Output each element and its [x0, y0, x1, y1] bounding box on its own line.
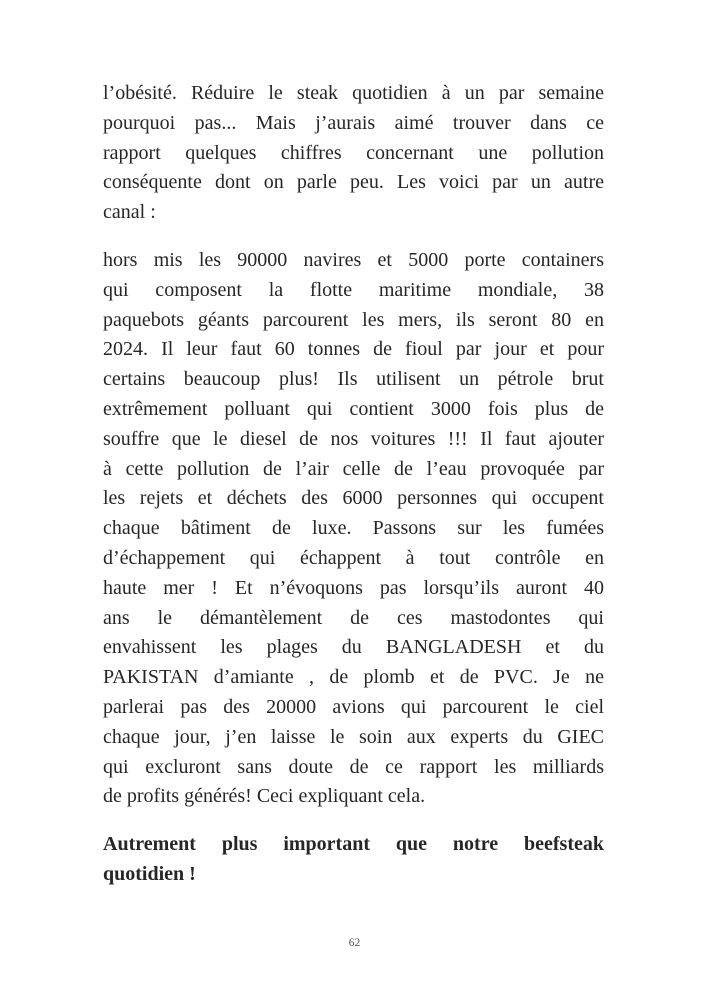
text-line: hors mis les 90000 navires et 5000 porte containers — [103, 248, 604, 271]
paragraph — [103, 246, 604, 812]
text-line: paquebots géants parcourent les mers, ils seront 80 en — [103, 308, 604, 331]
text-line: de profits générés! Ceci expliquant cela. — [103, 785, 426, 808]
text-line: envahissent les plages du BANGLADESH et du — [103, 636, 604, 659]
text-line: qui excluront sans doute de ce rapport les milliards — [103, 755, 604, 778]
text-line: parlerai pas des 20000 avions qui parcourent le ciel — [103, 695, 604, 718]
text-line: chaque jour, j’en laisse le soin aux experts du GIEC — [103, 725, 604, 748]
text-line: chaque bâtiment de luxe. Passons sur les fumées — [103, 517, 604, 540]
text-line: ans le démantèlement de ces mastodontes qui — [103, 606, 604, 629]
text-line: haute mer ! Et n’évoquons pas lorsqu’ils auront 40 — [103, 576, 604, 599]
text-line: qui composent la flotte maritime mondiale, 38 — [103, 278, 604, 301]
text-line: souffre que le diesel de nos voitures !!! Il faut ajouter — [103, 427, 604, 450]
text-line: certains beaucoup plus! Ils utilisent un pétrole brut — [103, 368, 604, 391]
text-line: conséquente dont on parle peu. Les voici par un autre — [103, 171, 604, 194]
text-line: PAKISTAN d’amiante , de plomb et de PVC. Je ne — [103, 666, 604, 689]
text-column — [103, 79, 604, 908]
text-line: Autrement plus important que notre beefsteak — [103, 833, 604, 856]
text-line: 2024. Il leur faut 60 tonnes de fioul par jour et pour — [103, 338, 604, 361]
paragraph-emphasis — [103, 830, 604, 890]
text-line: les rejets et déchets des 6000 personnes qui occupent — [103, 487, 604, 510]
page-number: 62 — [348, 937, 361, 949]
text-line: l’obésité. Réduire le steak quotidien à un par semaine — [103, 82, 604, 104]
text-line: pourquoi pas... Mais j’aurais aimé trouver dans ce — [103, 111, 604, 134]
text-line: à cette pollution de l’air celle de l’eau provoquée par — [103, 457, 604, 480]
text-line: rapport quelques chiffres concernant une pollution — [103, 141, 604, 164]
text-line: d’échappement qui échappent à tout contrôle en — [103, 546, 604, 569]
text-line: extrêmement polluant qui contient 3000 fois plus de — [103, 397, 604, 420]
paragraph — [103, 79, 604, 228]
text-line: quotidien ! — [103, 862, 196, 885]
text-line: canal : — [103, 201, 156, 224]
